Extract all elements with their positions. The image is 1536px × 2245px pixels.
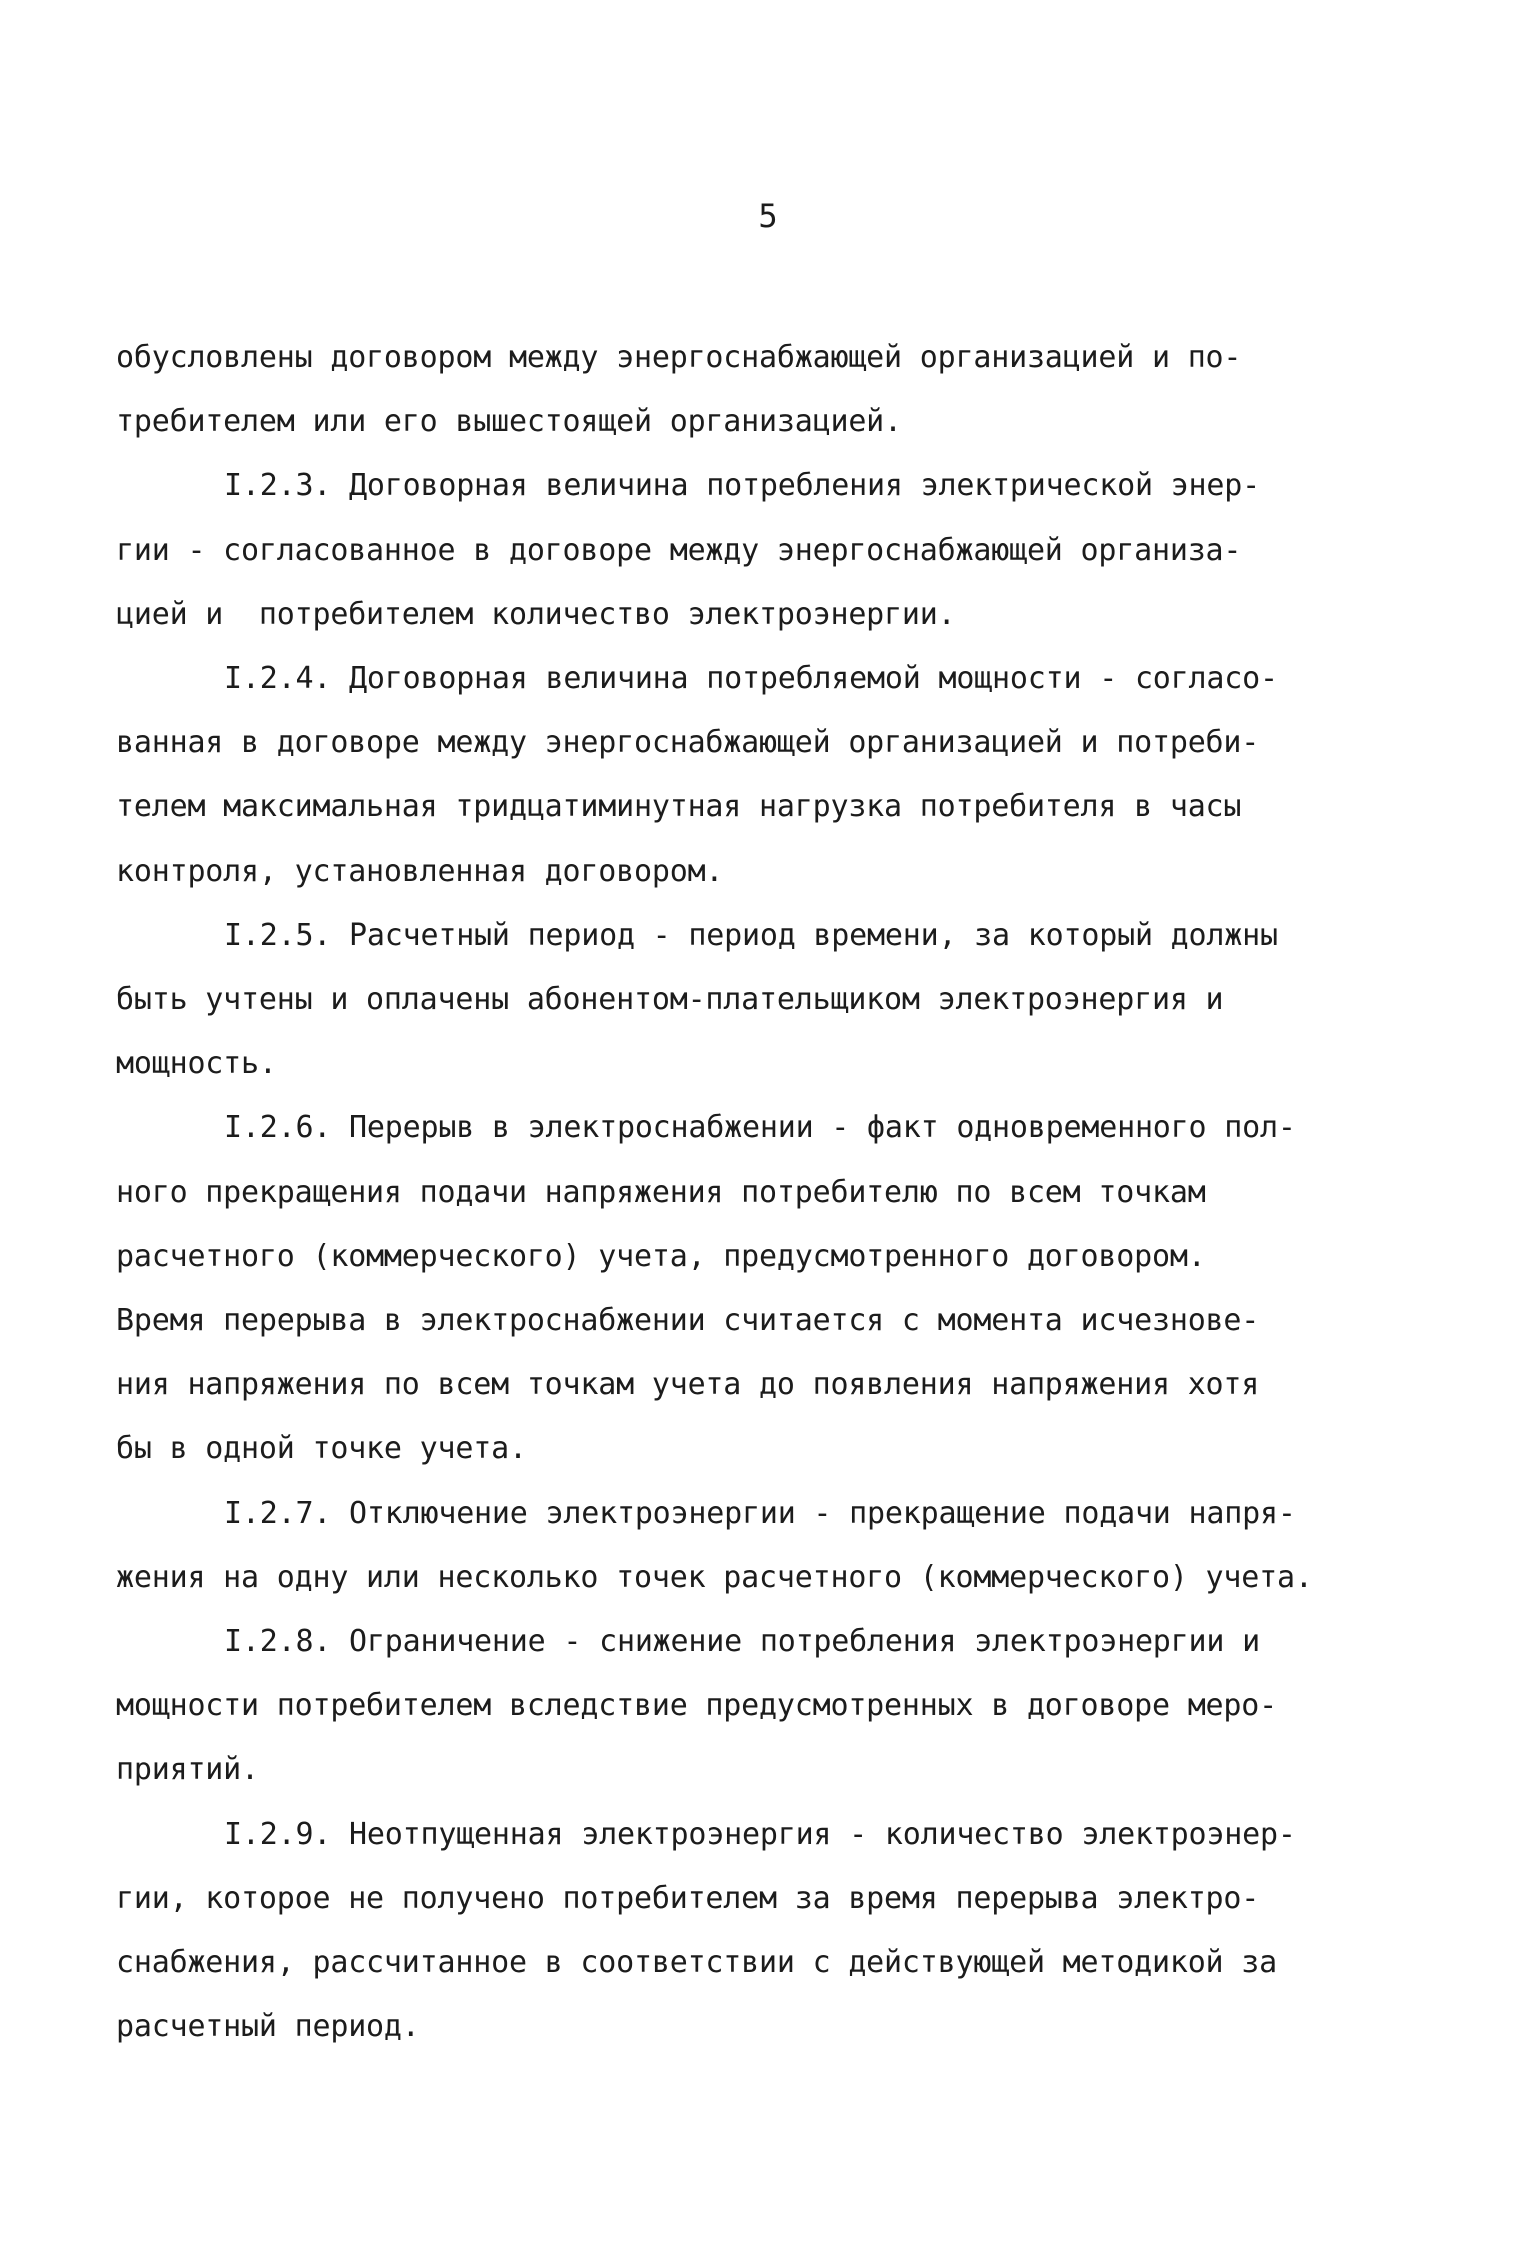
- text-line: быть учтены и оплачены абонентом-плательщиком электроэнергия и: [116, 982, 1224, 1018]
- clause-1-2-7-line: I.2.7. Отключение электроэнергии - прекращение подачи напря-: [224, 1495, 1296, 1531]
- text-line: жения на одну или несколько точек расчетного (коммерческого) учета.: [116, 1559, 1313, 1595]
- clause-1-2-4-line: I.2.4. Договорная величина потребляемой мощности - согласо-: [224, 661, 1278, 697]
- text-line: ванная в договоре между энергоснабжающей организацией и потреби-: [116, 725, 1260, 761]
- text-line: ния напряжения по всем точкам учета до появления напряжения хотя: [116, 1367, 1260, 1403]
- text-line: Время перерыва в электроснабжении считается с момента исчезнове-: [116, 1303, 1260, 1339]
- text-line: телем максимальная тридцатиминутная нагрузка потребителя в часы: [116, 789, 1242, 825]
- text-line: снабжения, рассчитанное в соответствии с действующей методикой за: [116, 1945, 1277, 1981]
- text-line: мощности потребителем вследствие предусмотренных в договоре меро-: [116, 1688, 1277, 1724]
- text-line: мощность.: [116, 1046, 277, 1082]
- clause-1-2-3-line: I.2.3. Договорная величина потребления электрической энер-: [224, 468, 1260, 504]
- clause-1-2-9-line: I.2.9. Неотпущенная электроэнергия - количество электроэнер-: [224, 1816, 1296, 1852]
- body-text: [116, 326, 1426, 2059]
- text-line: приятий.: [116, 1752, 259, 1788]
- text-line: обусловлены договором между энергоснабжающей организацией и по-: [116, 340, 1242, 375]
- clause-1-2-6-line: I.2.6. Перерыв в электроснабжении - факт одновременного пол-: [224, 1110, 1296, 1146]
- text-line: ного прекращения подачи напряжения потребителю по всем точкам: [116, 1174, 1206, 1210]
- text-line: требителем или его вышестоящей организацией.: [116, 404, 902, 440]
- text-line: гии, которое не получено потребителем за время перерыва электро-: [116, 1880, 1260, 1916]
- clause-1-2-8-line: I.2.8. Ограничение - снижение потребления электроэнергии и: [224, 1624, 1260, 1660]
- clause-1-2-5-line: I.2.5. Расчетный период - период времени, за который должны: [224, 917, 1278, 953]
- text-line: цией и потребителем количество электроэнергии.: [116, 596, 956, 632]
- page-number: 5: [758, 197, 778, 235]
- text-line: расчетного (коммерческого) учета, предусмотренного договором.: [116, 1238, 1206, 1274]
- text-line: контроля, установленная договором.: [116, 853, 724, 889]
- text-line: бы в одной точке учета.: [116, 1431, 527, 1467]
- text-line: гии - согласованное в договоре между энергоснабжающей организа-: [116, 532, 1242, 568]
- text-line: расчетный период.: [116, 2009, 420, 2045]
